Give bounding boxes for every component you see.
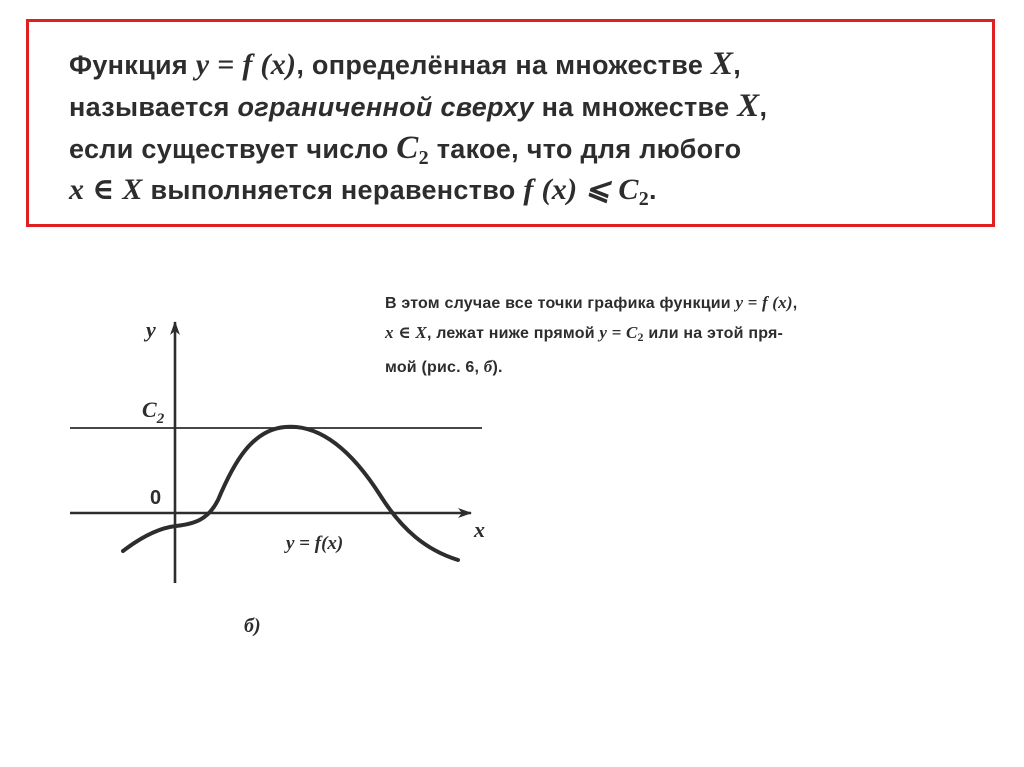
definition-text: , xyxy=(759,92,768,122)
x-axis-label: x xyxy=(474,517,485,542)
membership-expression: x ∈ X xyxy=(385,323,427,342)
line-subscript: 2 xyxy=(637,330,644,344)
note-text: В этом случае все точки графика функции xyxy=(385,295,736,312)
function-expression: y = f (x) xyxy=(195,48,297,81)
definition-text: на множестве xyxy=(533,92,738,122)
constant-subscript: 2 xyxy=(418,147,429,169)
figure-label: б) xyxy=(244,615,261,637)
inequality-expression: f (x) ⩽ C xyxy=(523,173,639,206)
definition-text: такое, что для любого xyxy=(428,134,742,164)
set-symbol: X xyxy=(737,88,760,124)
curve-label: y = f(x) xyxy=(286,533,344,554)
definition-text: если существует число xyxy=(69,134,397,164)
line-expression: y = C xyxy=(599,323,638,342)
definition-text: выполняется неравенство xyxy=(142,175,524,205)
figure-reference: б xyxy=(483,357,493,376)
definition-text: . xyxy=(649,175,657,205)
set-symbol: X xyxy=(710,46,734,82)
function-expression: y = f (x) xyxy=(735,293,793,312)
definition-text: Функция xyxy=(69,50,196,80)
upper-bound-label: $C_2$ xyxy=(142,397,165,427)
note-text: или на этой пря- xyxy=(643,325,784,342)
definition-text: , xyxy=(733,50,742,80)
defined-term: ограниченной сверху xyxy=(237,92,534,122)
membership-expression: x ∈ X xyxy=(69,173,143,206)
definition-text: , определённая на множестве xyxy=(296,50,711,80)
constant-symbol: C xyxy=(396,130,419,166)
definition-text: называется xyxy=(69,92,238,122)
inequality-subscript: 2 xyxy=(638,188,650,210)
y-axis-label: y xyxy=(146,317,156,342)
note-text: ). xyxy=(492,359,503,376)
note-text: мой (рис. 6, xyxy=(385,359,484,376)
origin-label: 0 xyxy=(150,487,162,509)
note-text: , xyxy=(792,295,798,312)
note-text: , лежат ниже прямой xyxy=(426,325,600,342)
